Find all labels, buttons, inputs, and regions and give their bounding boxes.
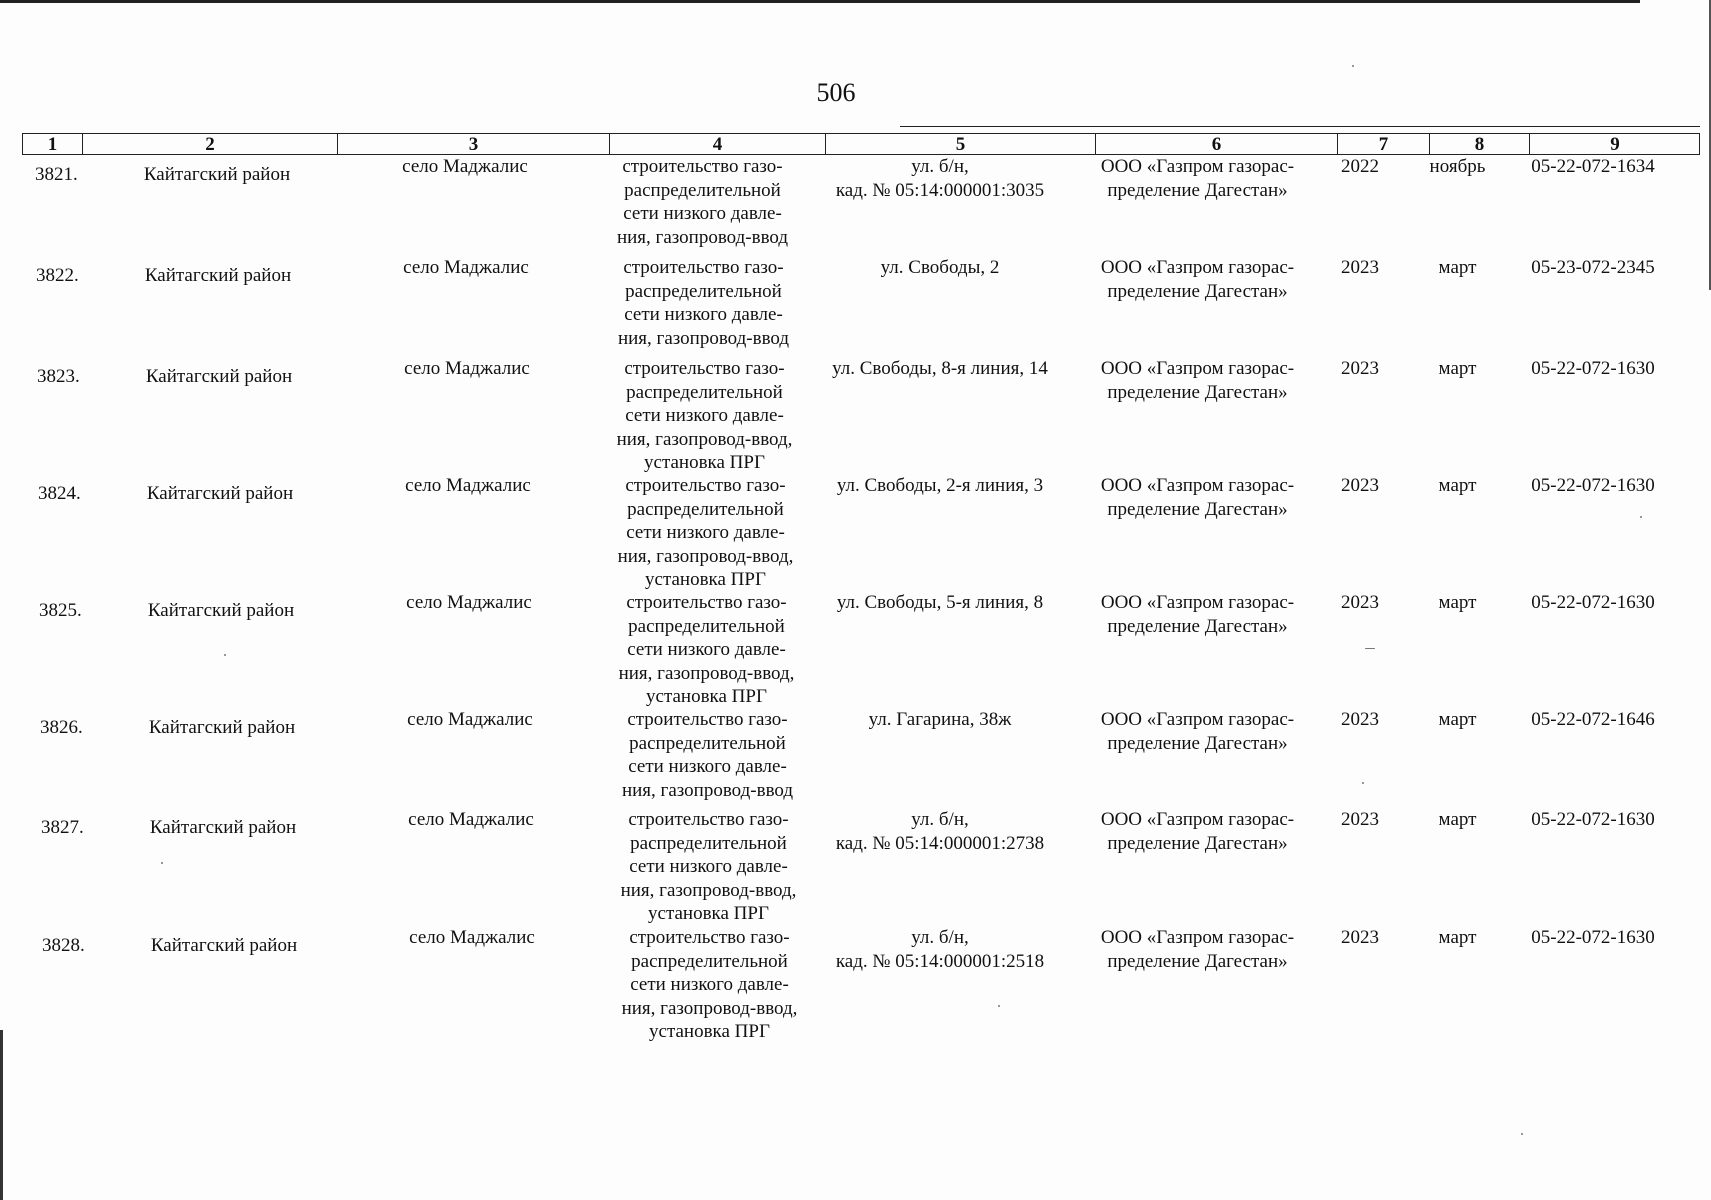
organization-cell bbox=[1080, 155, 1315, 202]
work-description-cell bbox=[593, 474, 818, 592]
work-description-cell-line: строительство газо- bbox=[629, 927, 790, 948]
work-description-cell bbox=[590, 155, 815, 249]
work-description-cell-line: строительство газо- bbox=[625, 475, 786, 496]
locality-cell: село Маджалис bbox=[406, 592, 532, 613]
work-description-cell-line: установка ПРГ bbox=[649, 1021, 770, 1042]
code-cell: 05-22-072-1630 bbox=[1531, 927, 1655, 948]
locality-cell: село Маджалис bbox=[408, 809, 534, 830]
column-header-9: 9 bbox=[1529, 134, 1700, 155]
scan-speck bbox=[998, 1005, 1000, 1007]
work-description-cell-line: строительство газо- bbox=[623, 257, 784, 278]
organization-cell-line: пределение Дагестан» bbox=[1107, 832, 1288, 854]
organization-cell bbox=[1080, 591, 1315, 638]
address-cell-line: ул. б/н, bbox=[911, 809, 969, 830]
work-description-cell-line: ния, газопровод-ввод bbox=[617, 327, 790, 349]
work-description-cell-line: ния, газопровод-ввод, bbox=[618, 662, 795, 684]
work-description-cell-line: распределительной bbox=[630, 832, 787, 854]
address-cell-line: ул. Свободы, 2-я линия, 3 bbox=[836, 475, 1044, 496]
address-cell bbox=[810, 155, 1070, 202]
work-description-cell-line: строительство газо- bbox=[626, 592, 787, 613]
work-description-cell-line: распределительной bbox=[625, 280, 782, 302]
address-cell-line: кад. № 05:14:000001:3035 bbox=[835, 179, 1045, 201]
organization-cell-line: ООО «Газпром газорас- bbox=[1100, 809, 1295, 830]
work-description-cell bbox=[596, 808, 821, 926]
month-cell: март bbox=[1438, 257, 1477, 278]
row-number: 3825. bbox=[39, 600, 82, 621]
work-description-cell-line: ния, газопровод-ввод bbox=[616, 226, 789, 248]
month-cell: март bbox=[1438, 809, 1477, 830]
organization-cell bbox=[1080, 708, 1315, 755]
organization-cell bbox=[1080, 474, 1315, 521]
code-cell: 05-22-072-1630 bbox=[1531, 358, 1655, 379]
work-description-cell-line: установка ПРГ bbox=[646, 686, 767, 707]
table-column-header bbox=[22, 133, 1700, 155]
work-description-cell-line: строительство газо- bbox=[628, 809, 789, 830]
address-cell bbox=[810, 926, 1070, 973]
organization-cell-line: пределение Дагестан» bbox=[1107, 950, 1288, 972]
scan-speck bbox=[1521, 1133, 1523, 1135]
work-description-cell bbox=[597, 926, 822, 1044]
work-description-cell bbox=[591, 256, 816, 350]
column-header-1: 1 bbox=[22, 134, 82, 155]
work-description-cell-line: установка ПРГ bbox=[645, 569, 766, 590]
locality-cell: село Маджалис bbox=[404, 358, 530, 379]
organization-cell-line: ООО «Газпром газорас- bbox=[1100, 257, 1295, 278]
work-description-cell-line: сети низкого давле- bbox=[630, 974, 789, 995]
work-description-cell-line: распределительной bbox=[628, 615, 785, 637]
locality-cell: село Маджалис bbox=[407, 709, 533, 730]
organization-cell-line: ООО «Газпром газорас- bbox=[1100, 927, 1295, 948]
address-cell-line: ул. б/н, bbox=[911, 927, 969, 948]
scan-speck bbox=[1640, 516, 1642, 518]
month-cell: март bbox=[1438, 927, 1477, 948]
code-cell: 05-22-072-1630 bbox=[1531, 592, 1655, 613]
work-description-cell-line: сети низкого давле- bbox=[625, 405, 784, 426]
district-cell: Кайтагский район bbox=[146, 483, 294, 504]
organization-cell-line: пределение Дагестан» bbox=[1107, 615, 1288, 637]
work-description-cell-line: ния, газопровод-ввод, bbox=[617, 545, 794, 567]
column-header-8: 8 bbox=[1429, 134, 1529, 155]
organization-cell bbox=[1080, 926, 1315, 973]
work-description-cell-line: распределительной bbox=[631, 950, 788, 972]
district-cell: Кайтагский район bbox=[149, 817, 297, 838]
code-cell: 05-22-072-1646 bbox=[1531, 709, 1655, 730]
address-cell bbox=[810, 708, 1070, 732]
column-header-5: 5 bbox=[825, 134, 1095, 155]
district-cell: Кайтагский район bbox=[144, 265, 292, 286]
district-cell: Кайтагский район bbox=[143, 164, 291, 185]
organization-cell-line: пределение Дагестан» bbox=[1107, 280, 1288, 302]
year-cell: 2023 bbox=[1341, 709, 1379, 730]
work-description-cell-line: распределительной bbox=[624, 179, 781, 201]
work-description-cell-line: распределительной bbox=[627, 498, 784, 520]
address-cell-line: ул. Гагарина, 38ж bbox=[868, 709, 1012, 730]
work-description-cell-line: сети низкого давле- bbox=[628, 756, 787, 777]
year-cell: 2023 bbox=[1341, 592, 1379, 613]
scan-left-edge bbox=[0, 1030, 3, 1200]
scan-speck bbox=[1365, 648, 1375, 649]
organization-cell bbox=[1080, 808, 1315, 855]
year-cell: 2023 bbox=[1341, 475, 1379, 496]
scan-speck bbox=[1362, 782, 1364, 784]
month-cell: март bbox=[1438, 475, 1477, 496]
row-number: 3828. bbox=[42, 935, 85, 956]
column-header-4: 4 bbox=[609, 134, 825, 155]
column-header-3: 3 bbox=[337, 134, 609, 155]
district-cell: Кайтагский район bbox=[147, 600, 295, 621]
work-description-cell bbox=[594, 591, 819, 709]
work-description-cell-line: строительство газо- bbox=[627, 709, 788, 730]
year-cell: 2023 bbox=[1341, 257, 1379, 278]
month-cell: ноябрь bbox=[1429, 156, 1486, 177]
address-cell-line: кад. № 05:14:000001:2518 bbox=[835, 950, 1045, 972]
district-cell: Кайтагский район bbox=[148, 717, 296, 738]
code-cell: 05-22-072-1634 bbox=[1531, 156, 1655, 177]
organization-cell bbox=[1080, 357, 1315, 404]
organization-cell-line: ООО «Газпром газорас- bbox=[1100, 709, 1295, 730]
work-description-cell-line: строительство газо- bbox=[624, 358, 785, 379]
work-description-cell-line: сети низкого давле- bbox=[623, 203, 782, 224]
work-description-cell-line: ния, газопровод-ввод, bbox=[620, 879, 797, 901]
work-description-cell-line: ния, газопровод-ввод bbox=[621, 779, 794, 801]
row-number: 3827. bbox=[41, 817, 84, 838]
work-description-cell-line: установка ПРГ bbox=[644, 452, 765, 473]
organization-cell-line: пределение Дагестан» bbox=[1107, 732, 1288, 754]
code-cell: 05-23-072-2345 bbox=[1531, 257, 1655, 278]
page-number: 506 bbox=[816, 78, 856, 107]
address-cell bbox=[810, 357, 1070, 381]
address-cell bbox=[810, 474, 1070, 498]
address-cell bbox=[810, 256, 1070, 280]
scan-speck bbox=[224, 654, 226, 656]
address-cell-line: ул. б/н, bbox=[911, 156, 969, 177]
work-description-cell-line: строительство газо- bbox=[622, 156, 783, 177]
organization-cell-line: ООО «Газпром газорас- bbox=[1100, 358, 1295, 379]
locality-cell: село Маджалис bbox=[403, 257, 529, 278]
address-cell bbox=[810, 808, 1070, 855]
district-cell: Кайтагский район bbox=[145, 366, 293, 387]
column-header-7: 7 bbox=[1337, 134, 1429, 155]
year-cell: 2023 bbox=[1341, 809, 1379, 830]
row-number: 3824. bbox=[38, 483, 81, 504]
row-number: 3826. bbox=[40, 717, 83, 738]
scan-speck bbox=[161, 862, 163, 864]
organization-cell-line: ООО «Газпром газорас- bbox=[1100, 475, 1295, 496]
locality-cell: село Маджалис bbox=[405, 475, 531, 496]
year-cell: 2023 bbox=[1341, 927, 1379, 948]
district-cell: Кайтагский район bbox=[150, 935, 298, 956]
address-cell-line: ул. Свободы, 8-я линия, 14 bbox=[832, 358, 1048, 379]
month-cell: март bbox=[1438, 358, 1477, 379]
organization-cell-line: ООО «Газпром газорас- bbox=[1100, 156, 1295, 177]
work-description-cell-line: ния, газопровод-ввод, bbox=[616, 428, 793, 450]
work-description-cell-line: установка ПРГ bbox=[648, 903, 769, 924]
work-description-cell-line: сети низкого давле- bbox=[629, 856, 788, 877]
row-number: 3822. bbox=[36, 265, 79, 286]
work-description-cell bbox=[592, 357, 817, 475]
header-top-rule bbox=[900, 126, 1700, 127]
scan-speck bbox=[1352, 65, 1354, 67]
address-cell bbox=[810, 591, 1070, 615]
address-cell-line: ул. Свободы, 2 bbox=[880, 257, 1000, 278]
work-description-cell-line: ния, газопровод-ввод, bbox=[621, 997, 798, 1019]
address-cell-line: ул. Свободы, 5-я линия, 8 bbox=[836, 592, 1044, 613]
code-cell: 05-22-072-1630 bbox=[1531, 475, 1655, 496]
organization-cell-line: пределение Дагестан» bbox=[1107, 498, 1288, 520]
organization-cell-line: пределение Дагестан» bbox=[1107, 381, 1288, 403]
organization-cell bbox=[1080, 256, 1315, 303]
work-description-cell-line: распределительной bbox=[629, 732, 786, 754]
year-cell: 2023 bbox=[1341, 358, 1379, 379]
locality-cell: село Маджалис bbox=[402, 156, 528, 177]
year-cell: 2022 bbox=[1341, 156, 1379, 177]
organization-cell-line: ООО «Газпром газорас- bbox=[1100, 592, 1295, 613]
month-cell: март bbox=[1438, 592, 1477, 613]
work-description-cell-line: сети низкого давле- bbox=[627, 639, 786, 660]
work-description-cell-line: сети низкого давле- bbox=[626, 522, 785, 543]
scan-top-edge bbox=[0, 0, 1640, 3]
work-description-cell-line: распределительной bbox=[626, 381, 783, 403]
row-number: 3821. bbox=[35, 164, 78, 185]
column-header-2: 2 bbox=[82, 134, 337, 155]
work-description-cell-line: сети низкого давле- bbox=[624, 304, 783, 325]
locality-cell: село Маджалис bbox=[409, 927, 535, 948]
row-number: 3823. bbox=[37, 366, 80, 387]
month-cell: март bbox=[1438, 709, 1477, 730]
work-description-cell bbox=[595, 708, 820, 802]
address-cell-line: кад. № 05:14:000001:2738 bbox=[835, 832, 1045, 854]
organization-cell-line: пределение Дагестан» bbox=[1107, 179, 1288, 201]
code-cell: 05-22-072-1630 bbox=[1531, 809, 1655, 830]
column-header-6: 6 bbox=[1095, 134, 1337, 155]
